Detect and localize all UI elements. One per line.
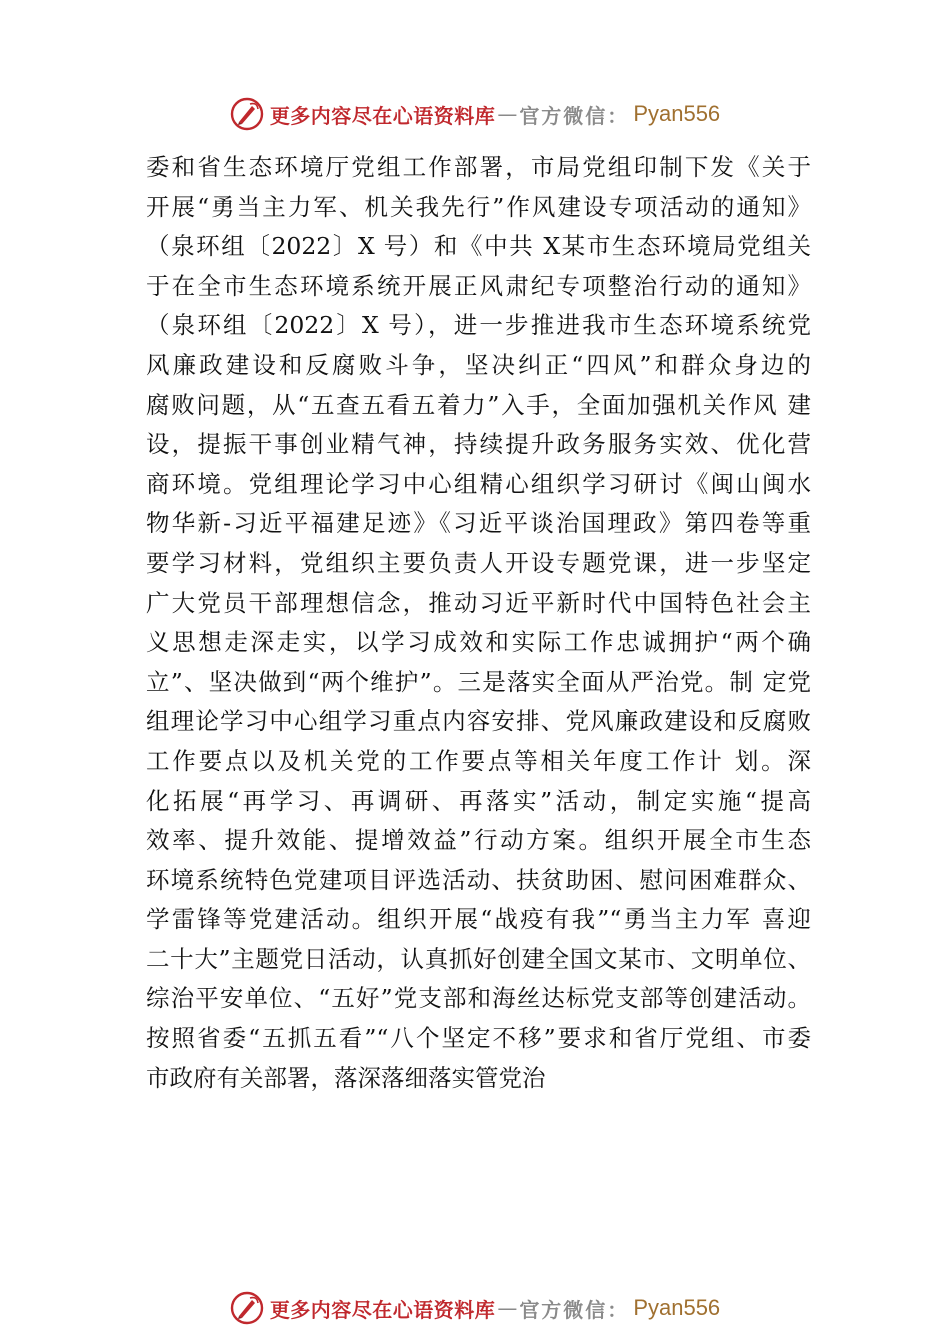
- body-line: （泉环组〔2022〕X 号），进一步推进我市生态环境系统党: [146, 311, 811, 340]
- body-line: 委和省生态环境厅党组工作部署，市局党组印制下发《关于: [146, 153, 811, 181]
- pen-logo-icon: [230, 1291, 264, 1325]
- pen-logo-icon: [230, 97, 264, 131]
- body-line: 商环境。党组理论学习中心组精心组织学习研讨《闽山闽水: [146, 469, 811, 498]
- watermark-wechat-id: Pyan556: [633, 101, 721, 126]
- body-line: 义思想走深走实，以学习成效和实际工作忠诚拥护“两个确: [146, 628, 811, 657]
- body-line: 物华新-习近平福建足迹》《习近平谈治国理政》第四卷等重: [146, 509, 811, 538]
- body-line: 要学习材料，党组织主要负责人开设专题党课，进一步坚定: [146, 548, 811, 577]
- body-line: 风廉政建设和反腐败斗争，坚决纠正“四风”和群众身边的: [146, 350, 811, 379]
- body-line: 设，提振干事创业精气神，持续提升政务服务实效、优化营: [146, 430, 811, 459]
- body-line: 市政府有关部署，落深落细落实管党治: [146, 1063, 546, 1092]
- watermark-wechat-id: Pyan556: [633, 1295, 721, 1320]
- body-line: 化拓展“再学习、再调研、再落实”活动，制定实施“提高: [146, 786, 811, 815]
- body-line: 学雷锋等党建活动。组织开展“战疫有我”“勇当主力军 喜迎: [146, 905, 811, 934]
- footer-watermark: [0, 1286, 950, 1330]
- document-body: [146, 148, 811, 1098]
- body-line: 腐败问题，从“五查五看五着力”入手，全面加强机关作风 建: [146, 390, 811, 419]
- watermark-brand-text: 更多内容尽在心语资料库: [269, 1297, 496, 1322]
- header-watermark: [0, 92, 950, 136]
- body-line: 综治平安单位、“五好”党支部和海丝达标党支部等创建活动。: [146, 984, 811, 1013]
- watermark-brand-text: 更多内容尽在心语资料库: [269, 103, 496, 128]
- body-line: 二十大”主题党日活动，认真抓好创建全国文某市、文明单位、: [146, 944, 811, 973]
- body-line: 工作要点以及机关党的工作要点等相关年度工作计 划。深: [146, 746, 811, 775]
- watermark-dash: —: [497, 1296, 518, 1320]
- body-line: 广大党员干部理想信念，推动习近平新时代中国特色社会主: [146, 588, 811, 617]
- body-line: 按照省委“五抓五看”“八个坚定不移”要求和省厅党组、市委: [146, 1024, 811, 1053]
- body-line: 立”、坚决做到“两个维护”。三是落实全面从严治党。制 定党: [146, 667, 811, 696]
- watermark-dash: —: [497, 102, 518, 126]
- body-line: 开展“勇当主力军、机关我先行”作风建设专项活动的通知》: [146, 192, 811, 221]
- body-line: 组理论学习中心组学习重点内容安排、党风廉政建设和反腐败: [146, 707, 811, 736]
- watermark-wechat-label: 官方微信：: [519, 1297, 630, 1322]
- watermark-wechat-label: 官方微信：: [519, 103, 630, 128]
- body-line: 效率、提升效能、提增效益”行动方案。组织开展全市生态: [146, 826, 811, 855]
- body-line: 于在全市生态环境系统开展正风肃纪专项整治行动的通知》: [146, 271, 811, 300]
- body-line: 环境系统特色党建项目评选活动、扶贫助困、慰问困难群众、: [146, 865, 811, 894]
- body-line: （泉环组〔2022〕X 号）和《中共 X某市生态环境局党组关: [146, 232, 811, 261]
